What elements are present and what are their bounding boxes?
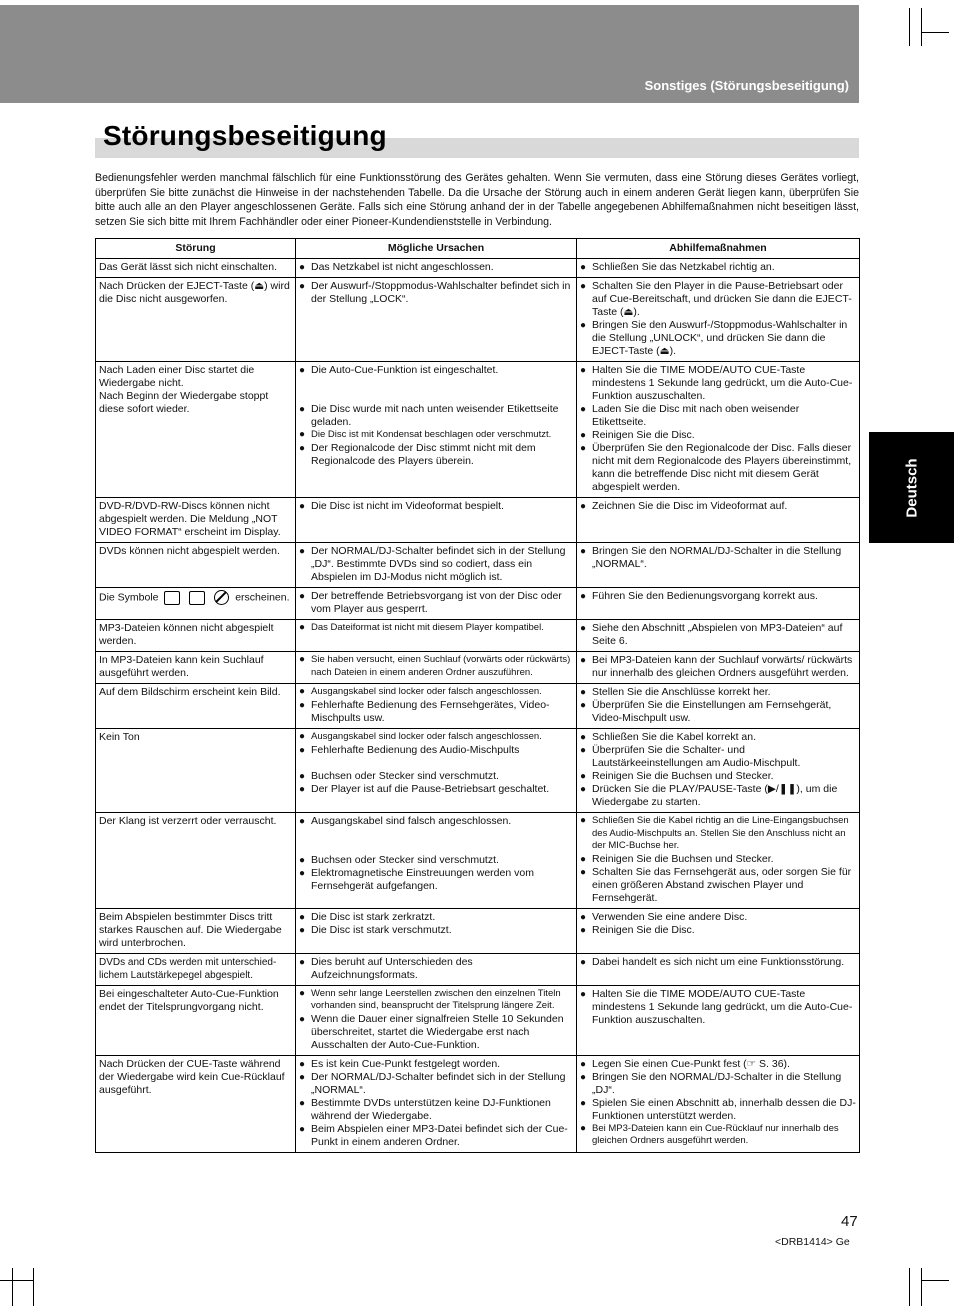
remedies-cell bbox=[577, 985, 860, 1055]
remedy-item: ● Reinigen Sie die Disc. bbox=[580, 924, 856, 937]
crop-mark bbox=[921, 1280, 949, 1281]
remedy-item: ● Spielen Sie einen Abschnitt ab, innerhalb dessen die DJ-Funktionen unterstützt werden. bbox=[580, 1097, 856, 1123]
troubleshooting-table bbox=[95, 238, 860, 1153]
problem-cell: Kein Ton bbox=[96, 729, 296, 813]
table-row bbox=[96, 543, 860, 588]
problem-cell: DVDs and CDs werden mit unterschied-lichem Lautstärkepegel abgespielt. bbox=[96, 953, 296, 985]
cause-item: ● Buchsen oder Stecker sind verschmutzt. bbox=[299, 770, 573, 783]
prohibited-disc-icon bbox=[164, 591, 180, 605]
problem-cell: MP3-Dateien können nicht abgespielt werden. bbox=[96, 620, 296, 652]
causes-cell bbox=[296, 953, 577, 985]
cause-item: ● Der NORMAL/DJ-Schalter befindet sich in der Stellung „NORMAL“. bbox=[299, 1071, 573, 1097]
causes-cell bbox=[296, 543, 577, 588]
causes-cell bbox=[296, 620, 577, 652]
cause-item: ● Der Player ist auf die Pause-Betriebsart geschaltet. bbox=[299, 783, 573, 796]
causes-cell bbox=[296, 259, 577, 278]
remedies-cell bbox=[577, 684, 860, 729]
prohibited-icon bbox=[214, 590, 229, 605]
remedy-item: ● Halten Sie die TIME MODE/AUTO CUE-Taste mindestens 1 Sekunde lang gedrückt, um die Auto-Cue-Funktion auszuschalten. bbox=[580, 988, 856, 1027]
remedy-item: ● Siehe den Abschnitt „Abspielen von MP3-Dateien“ auf Seite 6. bbox=[580, 622, 856, 648]
problem-text: Die Symbole bbox=[99, 591, 159, 604]
table-header-row bbox=[96, 239, 860, 259]
cause-item: ● Die Disc ist stark zerkratzt. bbox=[299, 911, 573, 924]
problem-cell: Beim Abspielen bestimmter Discs tritt starkes Rauschen auf. Die Wiedergabe wird unterbrochen. bbox=[96, 908, 296, 953]
table-row bbox=[96, 985, 860, 1055]
cause-item: ● Ausgangskabel sind falsch angeschlossen. bbox=[299, 815, 573, 828]
prohibited-player-icon bbox=[189, 591, 205, 605]
causes-cell bbox=[296, 1055, 577, 1152]
crop-mark bbox=[909, 8, 910, 46]
remedies-cell bbox=[577, 259, 860, 278]
remedies-cell bbox=[577, 953, 860, 985]
remedies-cell bbox=[577, 362, 860, 498]
remedy-item: ● Halten Sie die TIME MODE/AUTO CUE-Taste mindestens 1 Sekunde lang gedrückt, um die Auto-Cue-Funktion auszuschalten. bbox=[580, 364, 856, 403]
problem-cell: Nach Drücken der CUE-Taste während der Wiedergabe wird kein Cue-Rücklauf ausgeführt. bbox=[96, 1055, 296, 1152]
remedy-item: ● Schließen Sie das Netzkabel richtig an. bbox=[580, 261, 856, 274]
problem-cell: DVDs können nicht abgespielt werden. bbox=[96, 543, 296, 588]
causes-cell bbox=[296, 362, 577, 498]
remedies-cell bbox=[577, 908, 860, 953]
page-title: Störungsbeseitigung bbox=[103, 120, 387, 151]
crop-mark bbox=[33, 1268, 34, 1306]
table-row bbox=[96, 652, 860, 684]
table-row bbox=[96, 813, 860, 909]
remedies-cell bbox=[577, 652, 860, 684]
problem-cell: Nach Drücken der EJECT-Taste (⏏) wird die Disc nicht ausgeworfen. bbox=[96, 278, 296, 362]
remedy-item: ● Dabei handelt es sich nicht um eine Funktionsstörung. bbox=[580, 956, 856, 969]
cause-item: ● Der NORMAL/DJ-Schalter befindet sich in der Stellung „DJ“. Bestimmte DVDs sind so codiert, dass ein Abspielen im DJ-Modus nicht möglich ist. bbox=[299, 545, 573, 584]
remedy-item: ● Schließen Sie die Kabel richtig an die Line-Eingangsbuchsen des Audio-Mischpults an. Stellen Sie den Anschluss nicht an der MIC-Buchse her. bbox=[580, 815, 856, 853]
remedy-item: ● Bei MP3-Dateien kann ein Cue-Rücklauf nur innerhalb des gleichen Ordners ausgeführt werden. bbox=[580, 1123, 856, 1148]
cause-item: ● Elektromagnetische Einstreuungen werden vom Fernsehgerät aufgefangen. bbox=[299, 867, 573, 893]
cause-item: ● Die Disc ist mit Kondensat beschlagen oder verschmutzt. bbox=[299, 429, 573, 442]
table-row bbox=[96, 953, 860, 985]
crop-mark bbox=[921, 1268, 922, 1306]
table-row bbox=[96, 684, 860, 729]
cause-item: ● Der Auswurf-/Stoppmodus-Wahlschalter befindet sich in der Stellung „LOCK“. bbox=[299, 280, 573, 306]
problem-text: erscheinen. bbox=[235, 591, 290, 604]
table-row bbox=[96, 588, 860, 620]
cause-item: ● Die Disc ist stark verschmutzt. bbox=[299, 924, 573, 937]
column-header: Störung bbox=[96, 239, 296, 259]
remedies-cell bbox=[577, 278, 860, 362]
cause-item: ● Sie haben versucht, einen Suchlauf (vorwärts oder rückwärts) nach Dateien in einem anderen Ordner auszuführen. bbox=[299, 654, 573, 679]
table-row bbox=[96, 362, 860, 498]
remedy-item: ● Schalten Sie das Fernsehgerät aus, oder sorgen Sie für einen größeren Abstand zwischen Player und Fernsehgerät. bbox=[580, 866, 856, 905]
crop-mark bbox=[0, 1280, 34, 1281]
page-number: 47 bbox=[841, 1213, 858, 1230]
column-header: Abhilfemaßnahmen bbox=[577, 239, 860, 259]
table-row bbox=[96, 259, 860, 278]
remedy-item: ● Laden Sie die Disc mit nach oben weisender Etikettseite. bbox=[580, 403, 856, 429]
causes-cell bbox=[296, 588, 577, 620]
causes-cell bbox=[296, 278, 577, 362]
crop-mark bbox=[909, 1268, 910, 1306]
remedy-item: ● Reinigen Sie die Buchsen und Stecker. bbox=[580, 770, 856, 783]
cause-item: ● Die Auto-Cue-Funktion ist eingeschaltet. bbox=[299, 364, 573, 377]
cause-item: ● Das Netzkabel ist nicht angeschlossen. bbox=[299, 261, 573, 274]
cause-item: ● Es ist kein Cue-Punkt festgelegt worden. bbox=[299, 1058, 573, 1071]
remedies-cell bbox=[577, 588, 860, 620]
causes-cell bbox=[296, 813, 577, 909]
remedy-item: ● Schließen Sie die Kabel korrekt an. bbox=[580, 731, 856, 744]
cause-item: ● Der Regionalcode der Disc stimmt nicht mit dem Regionalcode des Players überein. bbox=[299, 442, 573, 468]
crop-mark bbox=[921, 32, 949, 33]
remedy-item: ● Verwenden Sie eine andere Disc. bbox=[580, 911, 856, 924]
cause-item: ● Bestimmte DVDs unterstützen keine DJ-Funktionen während der Wiedergabe. bbox=[299, 1097, 573, 1123]
cause-item: ● Wenn sehr lange Leerstellen zwischen den einzelnen Titeln vorhanden sind, beansprucht der Titelsprung längere Zeit. bbox=[299, 988, 573, 1013]
remedy-item: ● Führen Sie den Bedienungsvorgang korrekt aus. bbox=[580, 590, 856, 603]
remedy-item: ● Überprüfen Sie die Schalter- und Lautstärkeeinstellungen am Audio-Mischpult. bbox=[580, 744, 856, 770]
problem-cell bbox=[96, 588, 296, 620]
crop-mark bbox=[921, 8, 922, 46]
remedies-cell bbox=[577, 729, 860, 813]
remedies-cell bbox=[577, 543, 860, 588]
cause-item: ● Fehlerhafte Bedienung des Fernsehgerätes, Video-Mischpults usw. bbox=[299, 699, 573, 725]
remedy-item: ● Bei MP3-Dateien kann der Suchlauf vorwärts/ rückwärts nur innerhalb des gleichen Ordners ausgeführt werden. bbox=[580, 654, 856, 680]
problem-cell: Nach Laden einer Disc startet die Wiedergabe nicht. Nach Beginn der Wiedergabe stoppt diese sofort wieder. bbox=[96, 362, 296, 498]
causes-cell bbox=[296, 498, 577, 543]
remedy-item: ● Legen Sie einen Cue-Punkt fest (☞ S. 36). bbox=[580, 1058, 856, 1071]
cause-item: ● Die Disc ist nicht im Videoformat bespielt. bbox=[299, 500, 573, 513]
header-band bbox=[0, 5, 859, 103]
remedy-item: ● Zeichnen Sie die Disc im Videoformat auf. bbox=[580, 500, 856, 513]
table-row bbox=[96, 498, 860, 543]
section-title: Sonstiges (Störungsbeseitigung) bbox=[644, 78, 849, 93]
problem-cell: DVD-R/DVD-RW-Discs können nicht abgespielt werden. Die Meldung „NOT VIDEO FORMAT“ erscheint im Display. bbox=[96, 498, 296, 543]
causes-cell bbox=[296, 729, 577, 813]
cause-item: ● Der betreffende Betriebsvorgang ist von der Disc oder vom Player aus gesperrt. bbox=[299, 590, 573, 616]
causes-cell bbox=[296, 684, 577, 729]
cause-item: ● Beim Abspielen einer MP3-Datei befindet sich der Cue-Punkt in einem anderen Ordner. bbox=[299, 1123, 573, 1149]
remedies-cell bbox=[577, 620, 860, 652]
remedy-item: ● Stellen Sie die Anschlüsse korrekt her. bbox=[580, 686, 856, 699]
remedy-item: ● Drücken Sie die PLAY/PAUSE-Taste (▶/❚❚), um die Wiedergabe zu starten. bbox=[580, 783, 856, 809]
table-row bbox=[96, 729, 860, 813]
table-row bbox=[96, 1055, 860, 1152]
cause-item: ● Das Dateiformat ist nicht mit diesem Player kompatibel. bbox=[299, 622, 573, 635]
remedies-cell bbox=[577, 498, 860, 543]
remedy-item: ● Bringen Sie den NORMAL/DJ-Schalter in die Stellung „NORMAL“. bbox=[580, 545, 856, 571]
problem-cell: Auf dem Bildschirm erscheint kein Bild. bbox=[96, 684, 296, 729]
remedy-item: ● Bringen Sie den Auswurf-/Stoppmodus-Wahlschalter in die Stellung „UNLOCK“, und drücken Sie dann die EJECT-Taste (⏏). bbox=[580, 319, 856, 358]
remedy-item: ● Reinigen Sie die Buchsen und Stecker. bbox=[580, 853, 856, 866]
document-code: <DRB1414> Ge bbox=[775, 1236, 850, 1248]
problem-cell: In MP3-Dateien kann kein Suchlauf ausgeführt werden. bbox=[96, 652, 296, 684]
cause-item: ● Dies beruht auf Unterschieden des Aufzeichnungsformats. bbox=[299, 956, 573, 982]
causes-cell bbox=[296, 652, 577, 684]
table-row bbox=[96, 908, 860, 953]
crop-mark bbox=[12, 1268, 13, 1306]
problem-cell: Der Klang ist verzerrt oder verrauscht. bbox=[96, 813, 296, 909]
intro-paragraph: Bedienungsfehler werden manchmal fälschlich für eine Funktionsstörung des Gerätes gehalten. Wenn Sie vermuten, dass eine Störung dieses Gerätes vorliegt, überprüfen Sie bitte zunächst die Hinweise in der nachstehenden Tabelle. Da die Ursache der Störung auch in einem anderen Gerät liegen kann, überprüfen Sie bitte auch alle an den Player angeschlossenen Geräte. Falls sich eine Störung anhand der in der Tabelle angegebenen Abhilfemaßnahmen nicht beseitigen lässt, setzen Sie sich bitte mit Ihrem Fachhändler oder einer Pioneer-Kundendienststelle in Verbindung. bbox=[95, 172, 859, 228]
cause-item: ● Wenn die Dauer einer signalfreien Stelle 10 Sekunden überschreitet, startet die Wiedergabe erst nach Ausschalten der Auto-Cue-Funktion. bbox=[299, 1013, 573, 1052]
table-row bbox=[96, 278, 860, 362]
remedies-cell bbox=[577, 1055, 860, 1152]
remedy-item: ● Überprüfen Sie den Regionalcode der Disc. Falls dieser nicht mit dem Regionalcode des Players übereinstimmt, kann die betreffende Disc nicht mit diesem Gerät abgespielt werden. bbox=[580, 442, 856, 494]
cause-item: ● Fehlerhafte Bedienung des Audio-Mischpults bbox=[299, 744, 573, 757]
remedy-item: ● Bringen Sie den NORMAL/DJ-Schalter in die Stellung „DJ“. bbox=[580, 1071, 856, 1097]
problem-cell: Bei eingeschalteter Auto-Cue-Funktion endet der Titelsprungvorgang nicht. bbox=[96, 985, 296, 1055]
problem-cell: Das Gerät lässt sich nicht einschalten. bbox=[96, 259, 296, 278]
cause-item: ● Ausgangskabel sind locker oder falsch angeschlossen. bbox=[299, 686, 573, 699]
cause-item: ● Ausgangskabel sind locker oder falsch angeschlossen. bbox=[299, 731, 573, 744]
remedy-item: ● Reinigen Sie die Disc. bbox=[580, 429, 856, 442]
language-tab bbox=[869, 432, 954, 543]
cause-item: ● Buchsen oder Stecker sind verschmutzt. bbox=[299, 854, 573, 867]
causes-cell bbox=[296, 908, 577, 953]
cause-item: ● Die Disc wurde mit nach unten weisender Etikettseite geladen. bbox=[299, 403, 573, 429]
remedy-item: ● Schalten Sie den Player in die Pause-Betriebsart oder auf Cue-Bereitschaft, und drücken Sie dann die EJECT-Taste (⏏). bbox=[580, 280, 856, 319]
causes-cell bbox=[296, 985, 577, 1055]
column-header: Mögliche Ursachen bbox=[296, 239, 577, 259]
remedies-cell bbox=[577, 813, 860, 909]
remedy-item: ● Überprüfen Sie die Einstellungen am Fernsehgerät, Video-Mischpult usw. bbox=[580, 699, 856, 725]
language-tab-label: Deutsch bbox=[903, 457, 920, 518]
table-row bbox=[96, 620, 860, 652]
